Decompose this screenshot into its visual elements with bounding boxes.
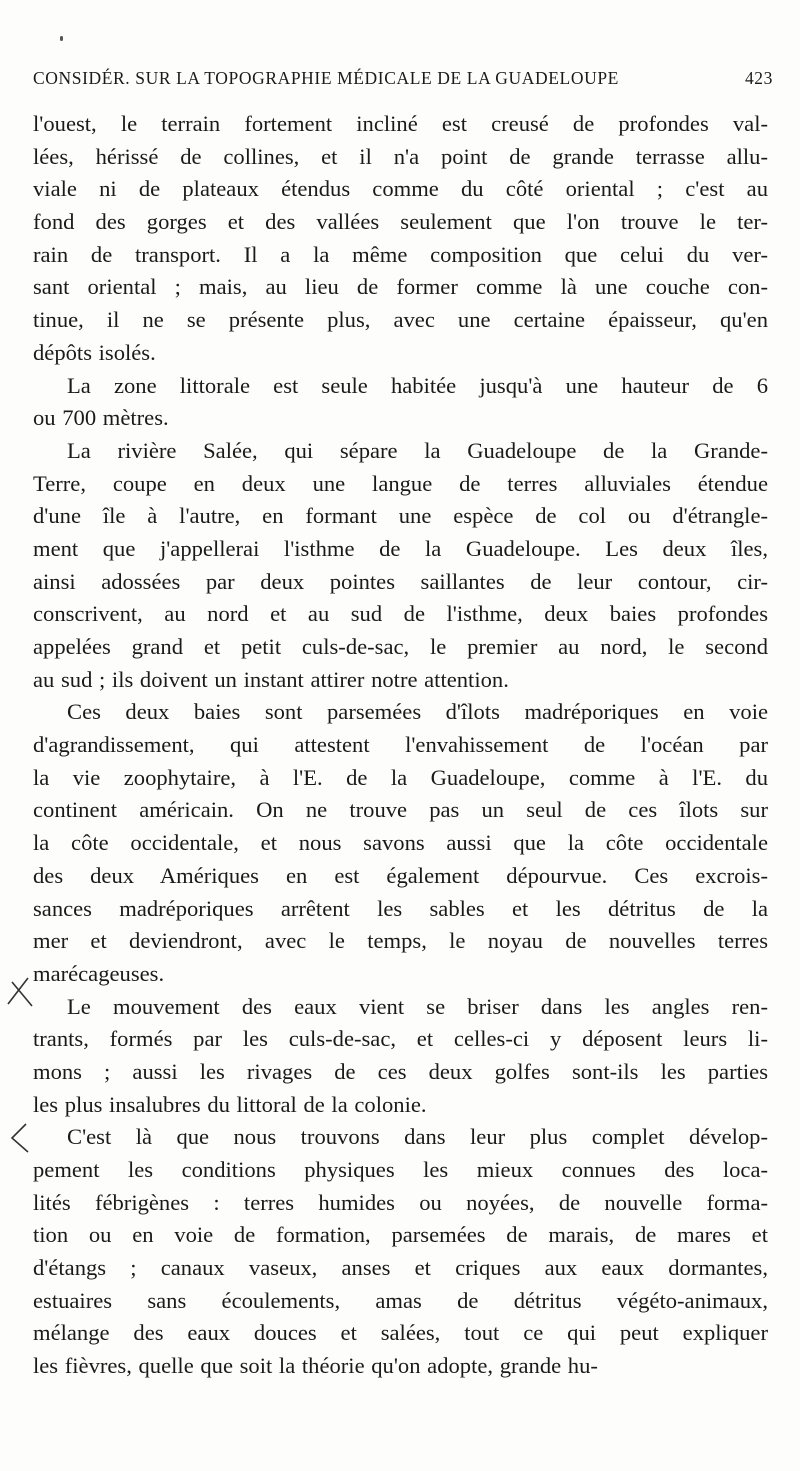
body-text (33, 108, 768, 1383)
text-line: fond des gorges et des vallées seulement que l'on trouve le ter- (33, 209, 768, 235)
text-line: rain de transport. Il a la même composition que celui du ver- (33, 241, 768, 267)
text-line: les plus insalubres du littoral de la colonie. (33, 1091, 427, 1117)
text-line: lées, hérissé de collines, et il n'a point de grande terrasse allu- (33, 143, 768, 169)
text-line: d'étangs ; canaux vaseux, anses et criques aux eaux dormantes, (33, 1255, 768, 1281)
margin-cross-mark (4, 972, 34, 1008)
text-line: La zone littorale est seule habitée jusqu'à une hauteur de 6 (67, 372, 768, 398)
text-line: pement les conditions physiques les mieux connues des loca- (33, 1157, 768, 1182)
text-line: appelées grand et petit culs-de-sac, le premier au nord, le second (33, 634, 768, 659)
text-line: continent américain. On ne trouve pas un seul de ces îlots sur (33, 797, 768, 823)
text-line: mer et deviendront, avec le temps, le noyau de nouvelles terres (33, 928, 768, 954)
text-line: sances madréporiques arrêtent les sables et les détritus de la (33, 895, 768, 921)
text-line: Terre, coupe en deux une langue de terres alluviales étendue (33, 470, 768, 496)
text-line: conscrivent, au nord et au sud de l'isthme, deux baies profondes (33, 601, 768, 627)
text-line: Le mouvement des eaux vient se briser dans les angles ren- (67, 993, 768, 1019)
text-line: C'est là que nous trouvons dans leur plus complet dévelop- (67, 1124, 768, 1150)
ink-speck (60, 36, 63, 41)
text-line: la vie zoophytaire, à l'E. de la Guadeloupe, comme à l'E. du (33, 764, 768, 790)
text-line: trants, formés par les culs-de-sac, et celles-ci y déposent leurs li- (33, 1026, 768, 1052)
text-line: les fièvres, quelle que soit la théorie qu'on adopte, grande hu- (33, 1353, 598, 1379)
running-title: CONSIDÉR. SUR LA TOPOGRAPHIE MÉDICALE DE LA GUADELOUPE (33, 68, 619, 88)
text-line: lités fébrigènes : terres humides ou noyées, de nouvelle forma- (33, 1189, 768, 1215)
text-line: d'agrandissement, qui attestent l'envahissement de l'océan par (33, 732, 768, 758)
text-line: au sud ; ils doivent un instant attirer notre attention. (33, 666, 509, 692)
text-line: viale ni de plateaux étendus comme du côté oriental ; c'est au (33, 176, 768, 202)
text-line: sant oriental ; mais, au lieu de former comme là une couche con- (33, 274, 768, 300)
text-line: ainsi adossées par deux pointes saillantes de leur contour, cir- (33, 568, 768, 594)
text-line: marécageuses. (33, 960, 165, 986)
text-line: tinue, il ne se présente plus, avec une certaine épaisseur, qu'en (33, 307, 768, 333)
text-line: tion ou en voie de formation, parsemées de marais, de mares et (33, 1222, 768, 1248)
text-line: La rivière Salée, qui sépare la Guadeloupe de la Grande- (67, 437, 768, 463)
text-line: des deux Amériques en est également dépourvue. Ces excrois- (33, 862, 768, 888)
text-line: estuaires sans écoulements, amas de détritus végéto-animaux, (33, 1287, 768, 1313)
text-line: la côte occidentale, et nous savons aussi que la côte occidentale (33, 830, 768, 856)
text-line: mons ; aussi les rivages de ces deux golfes sont-ils les parties (33, 1058, 768, 1084)
text-line: l'ouest, le terrain fortement incliné est creusé de profondes val- (33, 111, 768, 136)
page-number: 423 (744, 68, 773, 88)
text-line: ou 700 mètres. (33, 405, 169, 431)
margin-bracket-mark (4, 1120, 34, 1156)
text-line: d'une île à l'autre, en formant une espèce de col ou d'étrangle- (33, 503, 768, 529)
running-header (33, 68, 773, 98)
text-line: ment que j'appellerai l'isthme de la Guadeloupe. Les deux îles, (33, 535, 768, 561)
text-line: dépôts isolés. (33, 339, 156, 365)
text-line: mélange des eaux douces et salées, tout ce qui peut expliquer (33, 1320, 768, 1346)
text-line: Ces deux baies sont parsemées d'îlots madréporiques en voie (67, 699, 768, 725)
